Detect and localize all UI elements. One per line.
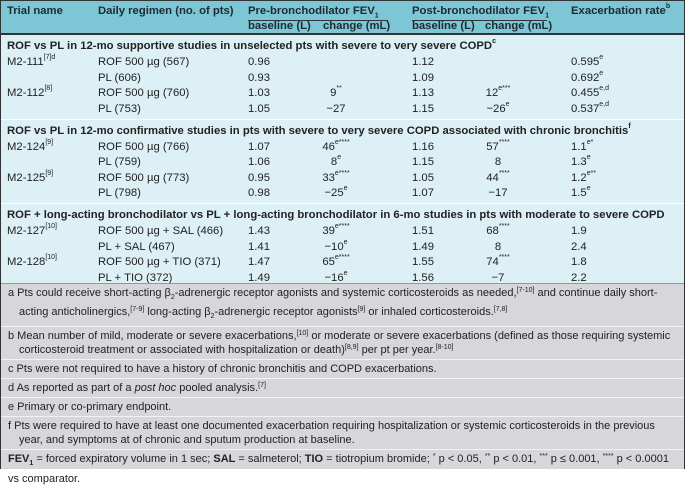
cell-post-base <box>412 87 434 99</box>
section-title <box>1 35 684 55</box>
cell-sup: **** <box>498 138 510 146</box>
footnote-text: p < 0.05, <box>435 453 485 466</box>
cell-value: 1.16 <box>412 140 434 153</box>
cell-exac <box>571 56 603 68</box>
cell-value: 1.09 <box>412 71 434 84</box>
cell-value: 12 <box>485 87 499 99</box>
header-exac-label: Exacerbation rate <box>571 5 666 17</box>
footnotes <box>1 283 684 485</box>
header-post-change: change (mL) <box>485 20 553 32</box>
cell-pre-base <box>248 103 270 115</box>
cell-sup: e** <box>586 169 597 177</box>
cell-sup: e <box>337 154 342 161</box>
cell-value: 1.41 <box>248 240 270 253</box>
footnote-text: p < 0.0001 vs comparator. <box>8 453 669 485</box>
footnote-text: 2 <box>210 313 215 321</box>
cell-value: ROF 500 µg + SAL (466) <box>98 225 224 237</box>
cell-value: 1.56 <box>412 271 434 284</box>
header-pre-baseline: baseline (L) <box>248 20 311 32</box>
table-row <box>1 240 684 256</box>
cell-pre-base <box>248 256 270 268</box>
table-row <box>1 55 684 71</box>
cell-value: 1.43 <box>248 225 270 237</box>
cell-pre-change <box>316 238 356 253</box>
table-section <box>1 120 684 205</box>
footnote-text: TIO <box>304 453 324 466</box>
section-title-sup: c <box>492 38 496 45</box>
cell-pre-change <box>316 269 356 284</box>
cell-value: 46 <box>322 140 335 153</box>
cell-regimen <box>98 187 141 199</box>
cell-pre-base <box>248 241 270 253</box>
footnote-text: = salmeterol; <box>235 453 305 466</box>
table-section <box>1 35 684 120</box>
cell-value: 1.15 <box>412 102 434 115</box>
cell-sup: e**** <box>334 223 350 230</box>
cell-exac <box>571 256 587 268</box>
header-post-sub: 1 <box>545 12 549 20</box>
cell-sup: e <box>586 154 591 161</box>
table-row <box>1 86 684 102</box>
cell-sup: [9] <box>45 138 54 146</box>
cell-regimen <box>98 225 223 237</box>
cell-pre-base <box>248 72 270 84</box>
cell-value: −10 <box>324 240 344 253</box>
cell-regimen <box>98 156 141 168</box>
cell-pre-change <box>316 103 356 115</box>
cell-value: ROF 500 µg + TIO (371) <box>98 256 221 268</box>
cell-value: ROF 500 µg (760) <box>98 87 190 99</box>
cell-pre-base <box>248 87 270 99</box>
footnote-text: -adrenergic receptor agonists and systemic corticosteroids as needed, <box>174 287 517 299</box>
section-title-text: ROF + long-acting bronchodilator vs PL + long-acting bronchodilator in 6-mo studies in pts with moderate to severe COPD <box>7 209 665 221</box>
footnote-text: per pt per year. <box>358 344 436 357</box>
header-regimen: Daily regimen (no. of pts) <box>98 5 234 17</box>
cell-sup: e <box>343 269 348 277</box>
cell-value: 0.595 <box>571 56 600 68</box>
table-row <box>1 155 684 171</box>
cell-exac <box>571 138 594 153</box>
cell-pre-change <box>316 225 356 237</box>
footnote-text: [7] <box>258 382 266 390</box>
cell-sup: e*** <box>498 85 511 92</box>
cell-sup: e <box>599 69 604 77</box>
table-row <box>1 186 684 203</box>
cell-post-base <box>412 103 434 115</box>
cell-value: PL (606) <box>98 71 141 84</box>
cell-trial <box>7 87 52 99</box>
cell-regimen <box>98 56 189 68</box>
cell-pre-change <box>316 138 356 153</box>
cell-pre-base <box>248 272 270 284</box>
cell-trial <box>7 256 57 268</box>
footnote-text: c Pts were not required to have a history of chronic bronchitis and COPD exacerbations. <box>8 363 437 376</box>
cell-value: 1.07 <box>248 140 270 153</box>
footnote <box>1 398 684 417</box>
cell-value: 1.2 <box>571 171 587 184</box>
cell-value: PL + SAL (467) <box>98 240 175 253</box>
cell-value: −26 <box>486 102 506 115</box>
cell-sup: e <box>586 185 591 192</box>
footnote-text: [7-10] <box>516 287 535 294</box>
cell-exac <box>571 169 597 184</box>
cell-post-base <box>412 72 434 84</box>
cell-sup: **** <box>498 169 510 177</box>
cell-value: M2-112 <box>7 87 45 99</box>
section-title <box>1 204 684 224</box>
cell-sup: e**** <box>334 138 350 146</box>
section-title-text: ROF vs PL in 12-mo supportive studies in unselected pts with severe to very severe COPD <box>7 40 493 52</box>
cell-value: ROF 500 µg (766) <box>98 140 190 153</box>
footnote-text: p < 0.01, <box>490 453 540 466</box>
cell-value: 0.537 <box>571 102 600 115</box>
cell-value: 1.8 <box>571 256 587 268</box>
section-title <box>1 120 684 140</box>
cell-pre-base <box>248 225 270 237</box>
section-title-text: ROF vs PL in 12-mo confirmative studies in pts with severe to very severe COPD associated with chronic bronchitis <box>7 124 629 137</box>
footnote-text: e Primary or co-primary endpoint. <box>8 401 172 414</box>
cell-post-change <box>478 272 518 284</box>
cell-value: 8 <box>330 156 338 168</box>
cell-value: 1.1 <box>571 140 587 153</box>
cell-post-change <box>478 256 518 268</box>
cell-post-change <box>478 187 518 199</box>
cell-value: 1.15 <box>412 156 434 168</box>
cell-post-base <box>412 141 434 153</box>
cell-value: 1.05 <box>248 102 270 115</box>
cell-pre-change <box>316 169 356 184</box>
cell-pre-change <box>316 156 356 168</box>
footnote-text: * <box>432 453 436 461</box>
footnote-text: pooled analysis. <box>176 382 259 395</box>
cell-value: M2-128 <box>7 256 46 268</box>
footnote-text: b Mean number of mild, moderate or severe exacerbations, <box>8 330 297 343</box>
cell-value: 1.13 <box>412 87 434 99</box>
footnote-text: post hoc <box>134 382 177 395</box>
cell-post-base <box>412 172 434 184</box>
cell-regimen <box>98 241 175 253</box>
cell-exac <box>571 187 591 199</box>
cell-regimen <box>98 256 221 268</box>
cell-value: −17 <box>488 187 508 199</box>
cell-value: 0.455 <box>571 87 600 99</box>
cell-value: M2-124 <box>7 140 46 153</box>
cell-sup: [7]d <box>43 54 56 61</box>
cell-value: PL + TIO (372) <box>98 271 173 284</box>
table-section <box>1 204 684 289</box>
footnote-text: 2 <box>170 294 175 302</box>
cell-value: 1.07 <box>412 187 434 199</box>
footnote-text: [8,9] <box>344 344 359 352</box>
footnote <box>1 360 684 379</box>
cell-value: 68 <box>486 225 499 237</box>
footnote-text: = forced expiratory volume in 1 sec; <box>33 453 214 466</box>
cell-value: 44 <box>486 171 499 184</box>
cell-value: PL (798) <box>98 187 141 199</box>
cell-sup: [10] <box>45 223 57 230</box>
cell-sup: e <box>343 185 348 192</box>
header-post-baseline: baseline (L) <box>412 20 475 32</box>
cell-regimen <box>98 72 141 84</box>
header-pre-sub: 1 <box>374 12 379 20</box>
cell-value: 1.5 <box>571 187 587 199</box>
footnote-text: [8-10] <box>435 344 454 352</box>
cell-post-change <box>478 100 518 115</box>
footnote-text: FEV <box>8 453 30 466</box>
table-header <box>1 1 684 35</box>
footnote-text: -adrenergic receptor agonists <box>214 306 358 319</box>
cell-value: 0.98 <box>248 187 270 199</box>
footnote-text: long-acting β <box>144 306 211 319</box>
footnote <box>1 284 684 327</box>
footnote <box>1 417 684 450</box>
cell-value: ROF 500 µg (567) <box>98 56 190 68</box>
section-title-sup: f <box>628 122 631 130</box>
table-row <box>1 255 684 271</box>
footnote-text: 1 <box>29 460 34 468</box>
cell-value: 0.692 <box>571 71 600 84</box>
cell-value: 1.49 <box>248 271 270 284</box>
cell-post-change <box>478 138 518 153</box>
header-pre-label: Pre-bronchodilator FEV <box>248 5 375 17</box>
footnote-text: a Pts could receive short-acting β <box>8 287 171 299</box>
cell-trial <box>7 56 55 68</box>
footnote-text: or inhaled corticosteroids. <box>365 306 494 319</box>
cell-pre-base <box>248 141 270 153</box>
cell-post-base <box>412 272 434 284</box>
cell-value: M2-125 <box>7 171 46 184</box>
cell-exac <box>571 225 587 237</box>
cell-sup: e**** <box>334 254 350 261</box>
footnote-text: = tiotropium bromide; <box>323 453 433 466</box>
cell-value: 8 <box>494 156 502 168</box>
header-pre-fev <box>248 5 388 21</box>
cell-value: PL (753) <box>98 102 141 115</box>
cell-exac <box>571 156 591 168</box>
cell-post-base <box>412 187 434 199</box>
cell-value: 1.12 <box>412 56 434 68</box>
cell-value: 33 <box>322 171 335 184</box>
cell-value: 1.51 <box>412 225 434 237</box>
cell-sup: e**** <box>334 169 350 177</box>
table-body <box>1 35 684 289</box>
footnote-text: p ≤ 0.001, <box>547 453 603 466</box>
cell-post-base <box>412 156 434 168</box>
cell-value: M2-127 <box>7 225 46 237</box>
header-post-label: Post-bronchodilator FEV <box>412 5 546 17</box>
footnote-text: [10] <box>296 330 309 338</box>
cell-post-change <box>478 87 518 99</box>
cell-sup: ** <box>336 85 342 92</box>
cell-post-change <box>478 225 518 237</box>
footnote <box>1 379 684 398</box>
cell-regimen <box>98 87 189 99</box>
cell-value: 65 <box>322 256 335 268</box>
cell-regimen <box>98 272 172 284</box>
footnote-text: SAL <box>213 453 236 466</box>
cell-value: PL (759) <box>98 156 141 168</box>
table-row <box>1 171 684 187</box>
cell-post-base <box>412 241 434 253</box>
cell-value: 74 <box>486 256 499 268</box>
cell-sup: **** <box>498 254 510 261</box>
table-row <box>1 140 684 156</box>
cell-pre-change <box>316 187 356 199</box>
cell-sup: e <box>343 238 348 246</box>
cell-value: −25 <box>324 187 344 199</box>
cell-regimen <box>98 103 141 115</box>
cell-sup: e* <box>586 138 594 146</box>
table-row <box>1 224 684 240</box>
cell-pre-base <box>248 187 270 199</box>
table-row <box>1 71 684 87</box>
cell-value: 1.49 <box>412 240 434 253</box>
header-trial-name: Trial name <box>7 5 63 17</box>
cell-pre-base <box>248 172 270 184</box>
cell-pre-base <box>248 56 270 68</box>
cell-post-base <box>412 256 434 268</box>
cell-value: 1.05 <box>412 171 434 184</box>
cell-value: 1.9 <box>571 225 587 237</box>
cell-value: 1.3 <box>571 156 587 168</box>
cell-post-base <box>412 56 434 68</box>
cell-regimen <box>98 172 189 184</box>
cell-value: 1.03 <box>248 87 270 99</box>
header-pre-change: change (mL) <box>323 20 391 32</box>
cell-pre-change <box>316 87 356 99</box>
cell-value: M2-111 <box>7 56 44 68</box>
footnote-text: *** <box>539 453 548 461</box>
footnote-text: and continue daily short-acting anticholinergics, <box>19 287 658 319</box>
cell-value: 1.47 <box>248 256 270 268</box>
footnote-text: d As reported as part of a <box>8 382 135 395</box>
cell-value: 9 <box>330 87 337 99</box>
cell-post-change <box>478 156 518 168</box>
cell-value: 0.96 <box>248 56 270 68</box>
footnote-text: ** <box>484 453 491 461</box>
cell-post-change <box>478 169 518 184</box>
cell-value: 57 <box>486 140 499 153</box>
footnote-text: f Pts were required to have at least one documented exacerbation requiring hospitalization or systemic corticosteroids in the previous year, and symptoms at of chronic and sputum production at baseline. <box>8 420 655 447</box>
cell-value: −27 <box>326 102 346 115</box>
footnote-text: [7-9] <box>130 306 145 314</box>
cell-value: 39 <box>322 225 335 237</box>
cell-value: −7 <box>491 271 505 284</box>
cell-sup: **** <box>498 223 510 230</box>
cell-value: 1.06 <box>248 156 270 168</box>
cell-exac <box>571 69 604 84</box>
cell-exac <box>571 87 609 99</box>
cell-value: 1.55 <box>412 256 434 268</box>
cell-exac <box>571 272 587 284</box>
cell-sup: e,d <box>599 85 610 92</box>
cell-sup: e <box>505 100 510 108</box>
cell-trial <box>7 138 54 153</box>
footnote-text: **** <box>602 453 614 461</box>
cell-value: 0.93 <box>248 71 270 84</box>
cell-trial <box>7 169 54 184</box>
footnote-text: [7,8] <box>493 306 508 314</box>
cell-value: ROF 500 µg (773) <box>98 171 190 184</box>
footnote-text: [9] <box>357 306 366 314</box>
footnote <box>1 327 684 360</box>
cell-pre-base <box>248 156 270 168</box>
cell-pre-change <box>316 256 356 268</box>
cell-value: 8 <box>494 240 502 253</box>
cell-sup: [8] <box>44 85 53 92</box>
header-exacerbation <box>571 5 670 17</box>
cell-exac <box>571 241 587 253</box>
cell-sup: e,d <box>599 100 610 108</box>
cell-value: 0.95 <box>248 171 270 184</box>
table-row <box>1 102 684 119</box>
cell-post-base <box>412 225 434 237</box>
cell-exac <box>571 100 610 115</box>
cell-value: 2.2 <box>571 271 587 284</box>
cell-sup: [10] <box>45 254 57 261</box>
cell-sup: [9] <box>45 169 54 177</box>
cell-value: −16 <box>324 271 344 284</box>
header-post-fev <box>412 5 547 21</box>
footnote-text: or moderate or severe exacerbations (defined as those requiring systemic corticosteroid treatment or associated with hospitalization or death) <box>19 330 671 357</box>
header-exac-sup: b <box>665 3 671 10</box>
cell-value: 2.4 <box>571 240 587 253</box>
cell-regimen <box>98 141 189 153</box>
cell-trial <box>7 225 57 237</box>
cell-post-change <box>478 241 518 253</box>
cell-sup: e <box>599 54 604 61</box>
